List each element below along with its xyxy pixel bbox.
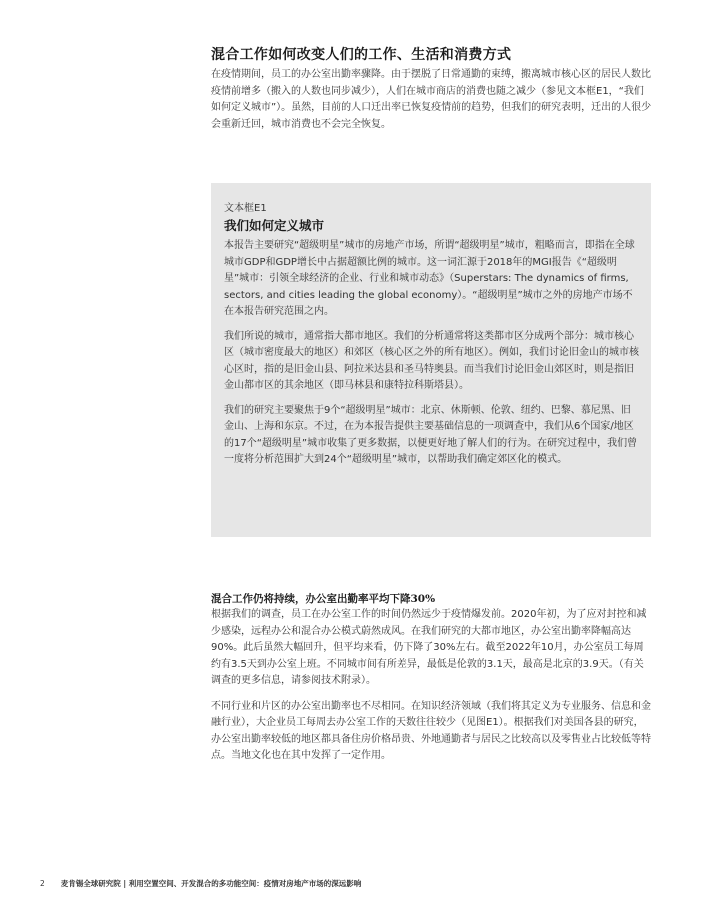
section-heading: 混合工作如何改变人们的工作、生活和消费方式 [211,47,512,63]
body-paragraph: 根据我们的调查，员工在办公室工作的时间仍然远少于疫情爆发前。2020年初，为了应对封控和减少感染，远程办公和混合办公模式蔚然成风。在我们研究的大都市地区，办公室出勤率降幅高达90%。此后虽然大幅回升，但平均来看，仍下降了30%左右。截至2022年10月，办公室员工每周约有3.5天到办公室上班。不同城市间有所差异，最低是伦敦的3.1天，最高是北京的3.9天。（有关调查的更多信息，请参阅技术附录）。 [211,609,647,686]
section-subheading: 混合工作仍将持续，办公室出勤率平均下降30% [211,593,436,605]
text-box-title: 我们如何定义城市 [224,218,325,233]
page-number: 2 [40,879,45,888]
body-paragraph: 不同行业和片区的办公室出勤率也不尽相同。在知识经济领域（我们将其定义为专业服务、信息和金融行业），大企业员工每周去办公室工作的天数往往较少（见图E1）。根据我们对美国各县的研究，办公室出勤率较低的地区都具备住房价格昂贵、外地通勤者与居民之比较高以及零售业占比较低等特点。当地文化也在其中发挥了一定作用。 [211,700,651,761]
text-box-paragraph: 我们所说的城市，通常指大都市地区。我们的分析通常将这类都市区分成两个部分：城市核心区（城市密度最大的地区）和郊区（核心区之外的所有地区）。例如，我们讨论旧金山的城市核心区时，指的是旧金山县、阿拉米达县和圣马特奥县。而当我们讨论旧金山郊区时，则是指旧金山都市区的其余地区（即马林县和康特拉科斯塔县）。 [224,330,639,391]
text-box-paragraph: 我们的研究主要聚焦于9个“超级明星”城市：北京、休斯顿、伦敦、纽约、巴黎、慕尼黑、旧金山、上海和东京。不过，在为本报告提供主要基础信息的一项调查中，我们从6个国家/地区的17个“超级明星”城市收集了更多数据，以便更好地了解人们的行为。在研究过程中，我们曾一度将分析范围扩大到24个“超级明星”城市，以帮助我们确定郊区化的模式。 [224,404,638,465]
page-footer [40,878,680,889]
intro-paragraph: 在疫情期间，员工的办公室出勤率骤降。由于摆脱了日常通勤的束缚，搬离城市核心区的居民人数比疫情前增多（搬入的人数也同步减少），人们在城市商店的消费也随之减少（参见文本框E1，“我们如何定义城市”）。虽然，目前的人口迁出率已恢复疫情前的趋势，但我们的研究表明，迁出的人很少会重新迁回，城市消费也不会完全恢复。 [211,69,652,130]
text-box-label: 文本框E1 [224,203,267,214]
body-text [211,607,653,774]
text-box-paragraph: 本报告主要研究“超级明星”城市的房地产市场，所谓“超级明星”城市，粗略而言，即指在全球城市GDP和GDP增长中占据超额比例的城市。这一词汇源于2018年的MGI报告《“超级明星”城市：引领全球经济的企业、行业和城市动态》（Superstars: The dynamics of firms, sectors, and cities leading the global economy）。“超级明星”城市之外的房地产市场不在本报告研究范围之内。 [224,240,635,317]
text-box-e1 [211,183,651,537]
footer-text: 麦肯锡全球研究院 | 利用空置空间、开发混合的多功能空间：疫情对房地产市场的深远影响 [60,879,362,888]
